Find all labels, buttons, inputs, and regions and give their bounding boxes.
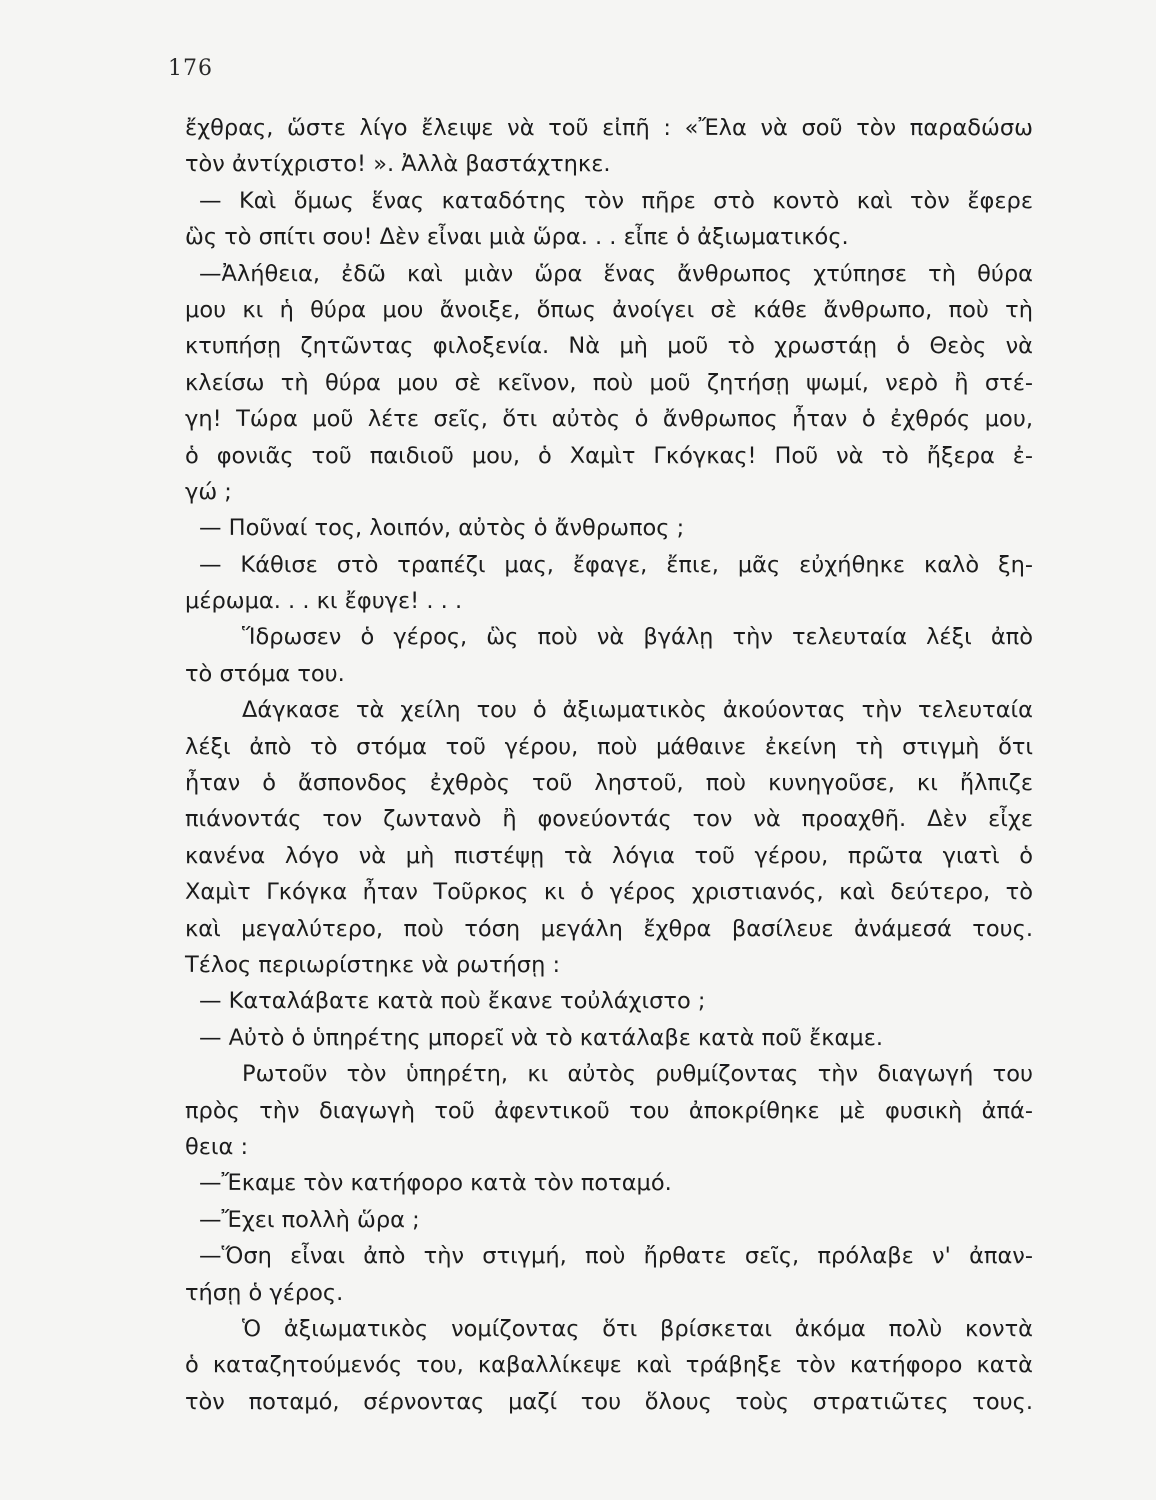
text-line: ὁ καταζητούμενός του, καβαλλίκεψε καὶ τράβηξε τὸν κατήφορο κατὰ bbox=[185, 1352, 1033, 1379]
text-line: κλείσω τὴ θύρα μου σὲ κεῖνον, ποὺ μοῦ ζητήσῃ ψωμί, νερὸ ἢ στέ- bbox=[185, 369, 1033, 396]
text-line: —Ἀλήθεια, ἐδῶ καὶ μιὰν ὥρα ἕνας ἄνθρωπος χτύπησε τὴ θύρα bbox=[199, 260, 1033, 287]
text-line: μέρωμα. . . κι ἔφυγε! . . . bbox=[185, 588, 463, 615]
page-number: 176 bbox=[168, 56, 213, 81]
text-line: ἦταν ὁ ἄσπονδος ἐχθρὸς τοῦ ληστοῦ, ποὺ κυνηγοῦσε, κι ἤλπιζε bbox=[185, 770, 1033, 797]
text-line: Τέλος περιωρίστηκε νὰ ρωτήσῃ : bbox=[185, 951, 561, 978]
text-line: Ὁ ἀξιωματικὸς νομίζοντας ὅτι βρίσκεται ἀκόμα πολὺ κοντὰ bbox=[242, 1315, 1033, 1342]
text-line: μου κι ἡ θύρα μου ἄνοιξε, ὅπως ἀνοίγει σὲ κάθε ἄνθρωπο, ποὺ τὴ bbox=[185, 296, 1033, 323]
text-line: —Ἔχει πολλὴ ὥρα ; bbox=[199, 1206, 420, 1233]
text-line: ἔχθρας, ὥστε λίγο ἔλειψε νὰ τοῦ εἰπῆ : «Ἔλα νὰ σοῦ τὸν παραδώσω bbox=[185, 115, 1033, 141]
text-line: τὸν ποταμό, σέρνοντας μαζί του ὅλους τοὺς στρατιῶτες τους. bbox=[185, 1388, 1033, 1415]
text-line: κτυπήσῃ ζητῶντας φιλοξενία. Νὰ μὴ μοῦ τὸ χρωστάῃ ὁ Θεὸς νὰ bbox=[185, 333, 1033, 360]
text-line: — Κάθισε στὸ τραπέζι μας, ἔφαγε, ἔπιε, μᾶς εὐχήθηκε καλὸ ξη- bbox=[199, 551, 1033, 578]
text-line: — Καὶ ὅμως ἕνας καταδότης τὸν πῆρε στὸ κοντὸ καὶ τὸν ἔφερε bbox=[199, 187, 1033, 214]
text-line: πρὸς τὴν διαγωγὴ τοῦ ἀφεντικοῦ του ἀποκρίθηκε μὲ φυσικὴ ἀπά- bbox=[185, 1097, 1033, 1124]
text-line: τὸν ἀντίχριστο! ». Ἀλλὰ βαστάχτηκε. bbox=[185, 151, 611, 178]
body-text bbox=[185, 110, 1033, 1420]
text-line: Χαμὶτ Γκόγκα ἦταν Τοῦρκος κι ὁ γέρος χριστιανός, καὶ δεύτερο, τὸ bbox=[185, 879, 1033, 906]
text-line: — Αὐτὸ ὁ ὑπηρέτης μπορεῖ νὰ τὸ κατάλαβε κατὰ ποῦ ἔκαμε. bbox=[199, 1024, 884, 1051]
text-line: γώ ; bbox=[185, 478, 232, 505]
text-line: —Ἔκαμε τὸν κατήφορο κατὰ τὸν ποταμό. bbox=[199, 1170, 672, 1197]
text-line: Ρωτοῦν τὸν ὑπηρέτη, κι αὐτὸς ρυθμίζοντας τὴν διαγωγή του bbox=[242, 1061, 1033, 1088]
text-line: τὸ στόμα του. bbox=[185, 660, 345, 687]
text-line: γη! Τώρα μοῦ λέτε σεῖς, ὅτι αὐτὸς ὁ ἄνθρωπος ἦταν ὁ ἐχθρός μου, bbox=[185, 406, 1033, 433]
text-line: λέξι ἀπὸ τὸ στόμα τοῦ γέρου, ποὺ μάθαινε ἐκείνη τὴ στιγμὴ ὅτι bbox=[185, 733, 1033, 760]
text-line: θεια : bbox=[185, 1133, 249, 1160]
text-line: καὶ μεγαλύτερο, ποὺ τόση μεγάλη ἔχθρα βασίλευε ἀνάμεσά τους. bbox=[185, 915, 1033, 942]
text-line: Δάγκασε τὰ χείλη του ὁ ἀξιωματικὸς ἀκούοντας τὴν τελευταία bbox=[242, 697, 1033, 724]
text-line: — Καταλάβατε κατὰ ποὺ ἔκανε τοὐλάχιστο ; bbox=[199, 988, 706, 1015]
text-line: —Ὅση εἶναι ἀπὸ τὴν στιγμή, ποὺ ἤρθατε σεῖς, πρόλαβε ν' ἀπαν- bbox=[199, 1243, 1033, 1270]
text-line: κανένα λόγο νὰ μὴ πιστέψῃ τὰ λόγια τοῦ γέρου, πρῶτα γιατὶ ὁ bbox=[185, 842, 1033, 869]
text-line: ὣς τὸ σπίτι σου! Δὲν εἶναι μιὰ ὥρα. . . εἶπε ὁ ἀξιωματικός. bbox=[185, 224, 849, 251]
text-line: ὁ φονιᾶς τοῦ παιδιοῦ μου, ὁ Χαμὶτ Γκόγκας! Ποῦ νὰ τὸ ἤξερα ἐ- bbox=[185, 442, 1033, 469]
text-line: Ἵδρωσεν ὁ γέρος, ὣς ποὺ νὰ βγάλῃ τὴν τελευταία λέξι ἀπὸ bbox=[242, 624, 1033, 651]
text-line: τήσῃ ὁ γέρος. bbox=[185, 1279, 344, 1306]
text-line: — Ποῦναί τος, λοιπόν, αὐτὸς ὁ ἄνθρωπος ; bbox=[199, 515, 685, 542]
text-line: πιάνοντάς τον ζωντανὸ ἢ φονεύοντάς τον νὰ προαχθῆ. Δὲν εἶχε bbox=[185, 806, 1033, 833]
